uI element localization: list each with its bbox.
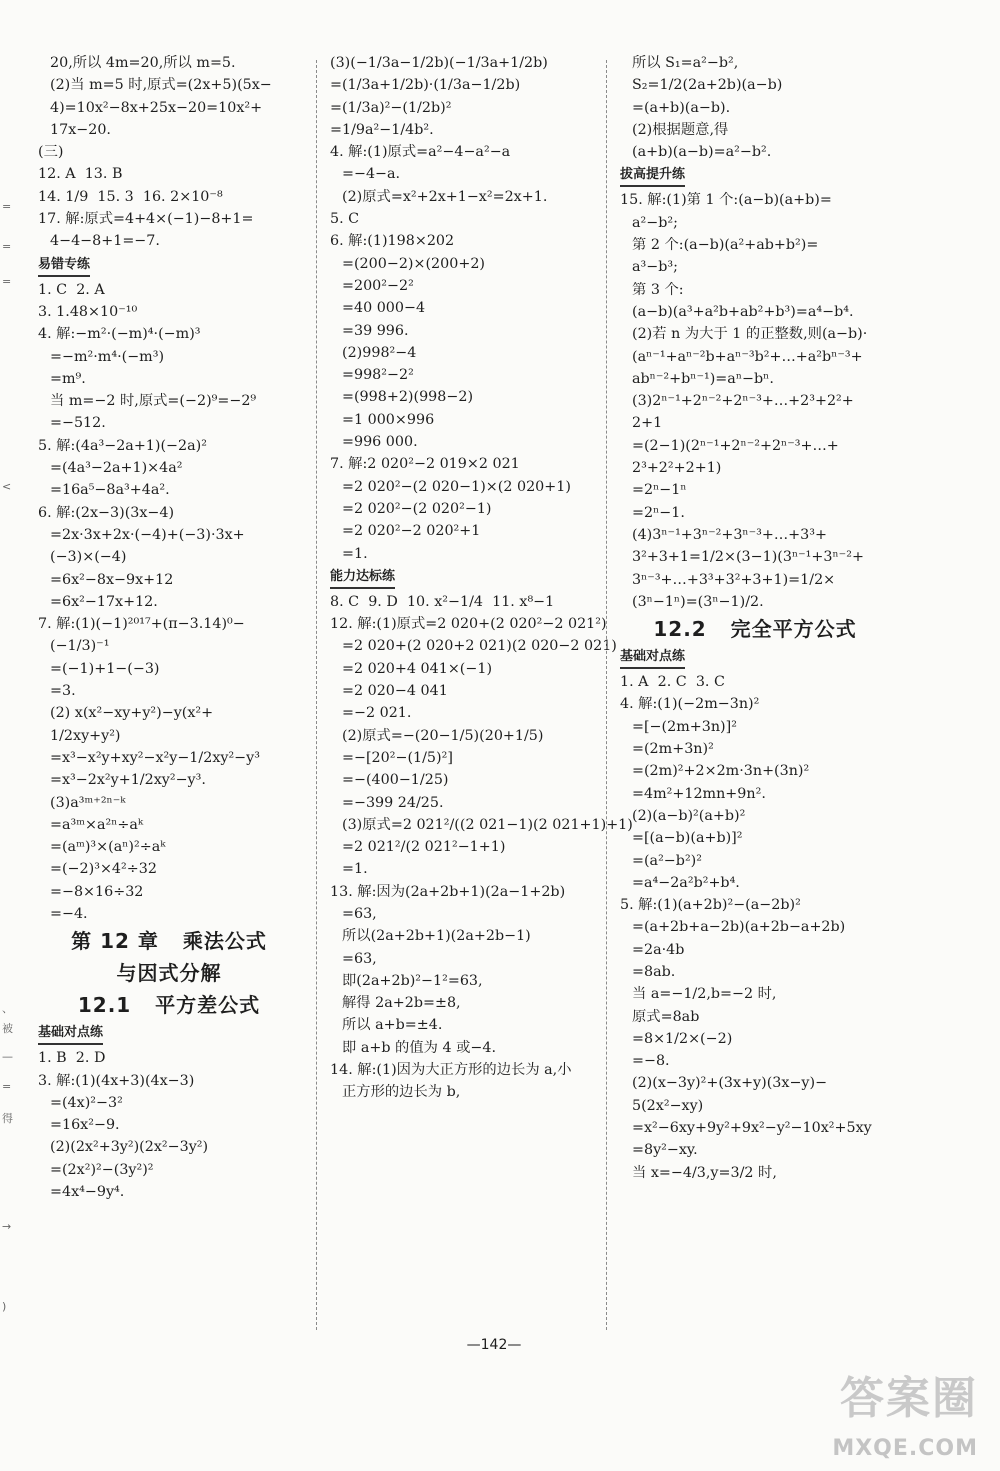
answer-line: 原式=8ab — [632, 1008, 700, 1025]
answer-line: =40 000−4 — [342, 300, 426, 317]
answer-line: =x³−x²y+xy²−x²y−1/2xy²−y³ — [50, 749, 260, 766]
answer-line: 17. 解:原式=4+4×(−1)−8+1= — [38, 211, 254, 228]
answer-line: =1. — [342, 861, 368, 878]
answer-line: =2 021²/(2 021²−1+1) — [342, 839, 506, 856]
answer-line: =8ab. — [632, 963, 676, 980]
answer-line: =(−2)³×4²÷32 — [50, 861, 157, 878]
answer-line: =−[20²−(1/5)²] — [342, 749, 453, 766]
answer-line: (2)998²−4 — [342, 344, 417, 361]
answer-line: (4)3ⁿ⁻¹+3ⁿ⁻²+3ⁿ⁻³+…+3³+ — [632, 526, 827, 543]
answer-line: =−2 021. — [342, 705, 412, 722]
answer-line: 第 3 个: — [632, 281, 684, 298]
answer-line: 1/2xy+y²) — [50, 727, 121, 744]
section-heading — [38, 253, 300, 279]
answer-line: =−4−a. — [342, 166, 401, 183]
answer-line: (3)原式=2 021²/((2 021−1)(2 021+1)+1) — [342, 816, 633, 833]
answer-line: 6. 解:(1)198×202 — [330, 233, 455, 250]
answer-line: =63, — [342, 950, 377, 967]
answer-line: =x²−6xy+9y²+9x²−y²−10x²+5xy — [632, 1120, 872, 1137]
answer-line: 15. 解:(1)第 1 个:(a−b)(a+b)= — [620, 192, 832, 209]
answer-line: 13. 解:因为(2a+2b+1)(2a−1+2b) — [330, 883, 566, 900]
answer-line: =(2m)²+2×2m·3n+(3n)² — [632, 763, 810, 780]
answer-line: 5(2x²−xy) — [632, 1097, 704, 1114]
answer-line: 当 m=−2 时,原式=(−2)⁹=−2⁹ — [50, 393, 257, 410]
watermark — [788, 1371, 978, 1461]
answer-line: =2a·4b — [632, 941, 685, 958]
answer-line: (a+b)(a−b)=a²−b². — [632, 144, 772, 161]
column-right — [620, 52, 890, 1352]
answer-line: =63, — [342, 905, 377, 922]
chapter-heading: 12.1 平方差公式 — [77, 993, 261, 1018]
answer-line: (3ⁿ−1ⁿ)=(3ⁿ−1)/2. — [632, 593, 764, 610]
answer-line: 当 x=−4/3,y=3/2 时, — [632, 1164, 777, 1181]
answer-line: 4. 解:−m²·(−m)⁴·(−m)³ — [38, 326, 201, 343]
answer-line: =3. — [50, 683, 76, 700]
answer-line: 5. C — [330, 211, 360, 228]
answer-line: (a−b)(a³+a²b+ab²+b³)=a⁴−b⁴. — [632, 303, 854, 320]
section-heading-label: 易错专练 — [38, 255, 90, 277]
answer-line: =39 996. — [342, 322, 409, 339]
answer-line: 3ⁿ⁻³+…+3³+3²+3+1)=1/2× — [632, 571, 836, 588]
answer-line: (3)(−1/3a−1/2b)(−1/3a+1/2b) — [330, 55, 548, 71]
section-heading — [38, 1021, 300, 1047]
column-divider — [606, 60, 607, 1330]
answer-line: 1. B 2. D — [38, 1050, 106, 1067]
answer-line: =6x²−8x−9x+12 — [50, 571, 174, 588]
answer-line: (−3)×(−4) — [50, 549, 127, 566]
answer-line: 所以(2a+2b+1)(2a+2b−1) — [342, 928, 531, 945]
answer-line: =a³ᵐ×a²ⁿ÷aᵏ — [50, 816, 144, 833]
answer-line: 4)=10x²−8x+25x−20=10x²+ — [50, 99, 263, 116]
answer-line: =(2m+3n)² — [632, 741, 714, 758]
answer-line: =[−(2m+3n)]² — [632, 718, 737, 735]
section-heading-label: 能力达标练 — [330, 567, 395, 589]
answer-line: 1. A 2. C 3. C — [620, 674, 725, 691]
margin-mark: = — [2, 275, 12, 288]
column-left — [38, 52, 300, 1352]
answer-line: 2+1 — [632, 415, 663, 432]
answer-line: =4x⁴−9y⁴. — [50, 1184, 125, 1201]
answer-line: =(a+2b+a−2b)(a+2b−a+2b) — [632, 919, 846, 936]
answer-line: a²−b²; — [632, 214, 678, 231]
answer-line: =(1/3a)²−(1/2b)² — [330, 99, 452, 116]
watermark-logo: 答案圈 — [840, 1373, 978, 1424]
margin-mark: 、 — [2, 1002, 13, 1015]
answer-line: 1. C 2. A — [38, 281, 105, 298]
answer-line: =−399 24/25. — [342, 794, 444, 811]
answer-line: 5. 解:(4a³−2a+1)(−2a)² — [38, 437, 207, 454]
answer-line: =(a²−b²)² — [632, 852, 702, 869]
answer-line: =−m²·m⁴·(−m³) — [50, 348, 165, 365]
answer-line: =4m²+12mn+9n². — [632, 785, 766, 802]
answer-line: =(2−1)(2ⁿ⁻¹+2ⁿ⁻²+2ⁿ⁻³+…+ — [632, 437, 839, 454]
chapter-heading: 与因式分解 — [116, 961, 222, 986]
answer-line: =2 020+(2 020+2 021)(2 020−2 021) — [342, 638, 617, 655]
answer-line: =−8. — [632, 1053, 670, 1070]
answer-line: 所以 S₁=a²−b², — [632, 55, 739, 71]
chapter-heading: 12.2 完全平方公式 — [653, 617, 857, 642]
margin-mark: 被 — [2, 1022, 13, 1035]
answer-line: =200²−2² — [342, 277, 414, 294]
answer-line: =2 020²−2 020²+1 — [342, 523, 481, 540]
answer-line: 即(2a+2b)²−1²=63, — [342, 972, 483, 989]
answer-line: =(2x²)²−(3y²)² — [50, 1161, 154, 1178]
margin-mark: → — [2, 1220, 12, 1233]
answer-line: 7. 解:2 020²−2 019×2 021 — [330, 456, 520, 473]
margin-mark: — — [2, 1050, 13, 1063]
margin-mark: ) — [2, 1300, 7, 1313]
answer-line: (2)根据题意,得 — [632, 121, 729, 138]
margin-mark: < — [2, 480, 12, 493]
section-heading — [330, 565, 592, 591]
answer-line: 即 a+b 的值为 4 或−4. — [342, 1039, 497, 1056]
answer-line: =6x²−17x+12. — [50, 593, 158, 610]
answer-line: abⁿ⁻²+bⁿ⁻¹)=aⁿ−bⁿ. — [632, 370, 774, 387]
answer-line: (2)原式=x²+2x+1−x²=2x+1. — [342, 188, 548, 205]
answer-line: (2)(a−b)²(a+b)² — [632, 807, 746, 824]
answer-line: =2x·3x+2x·(−4)+(−3)·3x+ — [50, 526, 245, 543]
answer-line: =x³−2x²y+1/2xy²−y³. — [50, 772, 206, 789]
answer-line: 3. 解:(1)(4x+3)(4x−3) — [38, 1072, 195, 1089]
answer-line: (3)a³ᵐ⁺²ⁿ⁻ᵏ — [50, 794, 126, 811]
margin-mark: 得 — [2, 1112, 13, 1125]
answer-line: 4−4−8+1=−7. — [50, 233, 160, 250]
answer-line: =[(a−b)(a+b)]² — [632, 830, 743, 847]
answer-line: 2³+2²+2+1) — [632, 460, 722, 477]
answer-line: =1/9a²−1/4b². — [330, 121, 434, 138]
answer-line: 14. 解:(1)因为大正方形的边长为 a,小 — [330, 1062, 572, 1079]
answer-line: 20,所以 4m=20,所以 m=5. — [50, 55, 236, 71]
answer-line: =(−1)+1−(−3) — [50, 660, 160, 677]
answer-line: (aⁿ⁻¹+aⁿ⁻²b+aⁿ⁻³b²+…+a²bⁿ⁻³+ — [632, 348, 863, 365]
answer-line: 12. 解:(1)原式=2 020+(2 020²−2 021²) — [330, 616, 607, 633]
answer-line: =−512. — [50, 415, 106, 432]
margin-mark: = — [2, 240, 12, 253]
answer-line: 正方形的边长为 b, — [342, 1084, 461, 1101]
section-heading-label: 基础对点练 — [620, 647, 685, 669]
answer-line: =(998+2)(998−2) — [342, 389, 474, 406]
answer-line: 4. 解:(1)(−2m−3n)² — [620, 696, 760, 713]
section-heading-label: 基础对点练 — [38, 1023, 103, 1045]
answer-line: 14. 1/9 15. 3 16. 2×10⁻⁸ — [38, 188, 223, 205]
answer-line: =16x²−9. — [50, 1117, 120, 1134]
answer-line: 当 a=−1/2,b=−2 时, — [632, 986, 777, 1003]
answer-line: =2 020+4 041×(−1) — [342, 660, 493, 677]
answer-line: (2)当 m=5 时,原式=(2x+5)(5x− — [50, 77, 272, 94]
section-heading — [620, 163, 890, 189]
answer-line: (2)若 n 为大于 1 的正整数,则(a−b)· — [632, 326, 868, 343]
answer-line: =a⁴−2a²b²+b⁴. — [632, 874, 740, 891]
answer-line: (2)原式=−(20−1/5)(20+1/5) — [342, 727, 544, 744]
answer-line: S₂=1/2(2a+2b)(a−b) — [632, 77, 783, 94]
answer-line: (2) x(x²−xy+y²)−y(x²+ — [50, 705, 214, 722]
answer-line: 5. 解:(1)(a+2b)²−(a−2b)² — [620, 897, 801, 914]
answer-line: (2)(2x²+3y²)(2x²−3y²) — [50, 1139, 209, 1156]
answer-line: =−4. — [50, 905, 88, 922]
answer-line: =(4x)²−3² — [50, 1094, 123, 1111]
answer-line: =2 020²−(2 020²−1) — [342, 500, 492, 517]
answer-line: =2 020−4 041 — [342, 683, 448, 700]
section-heading — [620, 645, 890, 671]
left-margin-marks — [2, 180, 16, 1313]
answer-line: =(aᵐ)³×(aⁿ)²÷aᵏ — [50, 839, 166, 856]
answer-line: =8×1/2×(−2) — [632, 1030, 733, 1047]
answer-line: =2 020²−(2 020−1)×(2 020+1) — [342, 478, 571, 495]
answer-line: 17x−20. — [50, 121, 111, 138]
answer-line: =(1/3a+1/2b)·(1/3a−1/2b) — [330, 77, 521, 94]
chapter-heading: 第 12 章 乘法公式 — [71, 929, 267, 954]
answer-line: =2ⁿ−1ⁿ — [632, 482, 687, 499]
answer-line: (−1/3)⁻¹ — [50, 638, 110, 655]
answer-line: =−(400−1/25) — [342, 772, 449, 789]
answer-line: =m⁹. — [50, 370, 86, 387]
answer-line: 所以 a+b=±4. — [342, 1017, 443, 1034]
answer-line: 4. 解:(1)原式=a²−4−a²−a — [330, 144, 511, 161]
section-heading-label: 拔高提升练 — [620, 165, 685, 187]
answer-line: =1 000×996 — [342, 411, 435, 428]
answer-line: =16a⁵−8a³+4a². — [50, 482, 170, 499]
answer-line: (2)(x−3y)²+(3x+y)(3x−y)− — [632, 1075, 828, 1092]
answer-line: 8. C 9. D 10. x²−1/4 11. x⁸−1 — [330, 593, 555, 610]
answer-line: =(200−2)×(200+2) — [342, 255, 485, 272]
margin-mark: = — [2, 1080, 12, 1093]
answer-line: =8y²−xy. — [632, 1142, 698, 1159]
column-divider — [316, 60, 317, 1330]
page-number: —142— — [466, 1337, 522, 1353]
answer-line: 7. 解:(1)(−1)²⁰¹⁷+(π−3.14)⁰− — [38, 616, 245, 633]
answer-line: (三) — [38, 144, 64, 161]
answer-line: =998²−2² — [342, 367, 414, 384]
answer-line: =1. — [342, 545, 368, 562]
answer-line: (3)2ⁿ⁻¹+2ⁿ⁻²+2ⁿ⁻³+…+2³+2²+ — [632, 393, 854, 410]
answer-line: a³−b³; — [632, 259, 678, 276]
answer-line: =(4a³−2a+1)×4a² — [50, 460, 183, 477]
margin-mark: = — [2, 200, 12, 213]
answer-line: =(a+b)(a−b). — [632, 99, 731, 116]
column-middle — [330, 52, 633, 1352]
answer-line: 3. 1.48×10⁻¹⁰ — [38, 303, 138, 320]
answer-line: 12. A 13. B — [38, 166, 123, 183]
answer-line: 3²+3+1=1/2×(3−1)(3ⁿ⁻¹+3ⁿ⁻²+ — [632, 549, 864, 566]
answer-line: =−8×16÷32 — [50, 883, 144, 900]
answer-line: 解得 2a+2b=±8, — [342, 995, 461, 1012]
answer-line: =2ⁿ−1. — [632, 504, 685, 521]
answer-line: 第 2 个:(a−b)(a²+ab+b²)= — [632, 237, 819, 254]
answer-line: 6. 解:(2x−3)(3x−4) — [38, 504, 175, 521]
answer-line: =996 000. — [342, 434, 418, 451]
watermark-url: MXQE.COM — [832, 1436, 978, 1461]
